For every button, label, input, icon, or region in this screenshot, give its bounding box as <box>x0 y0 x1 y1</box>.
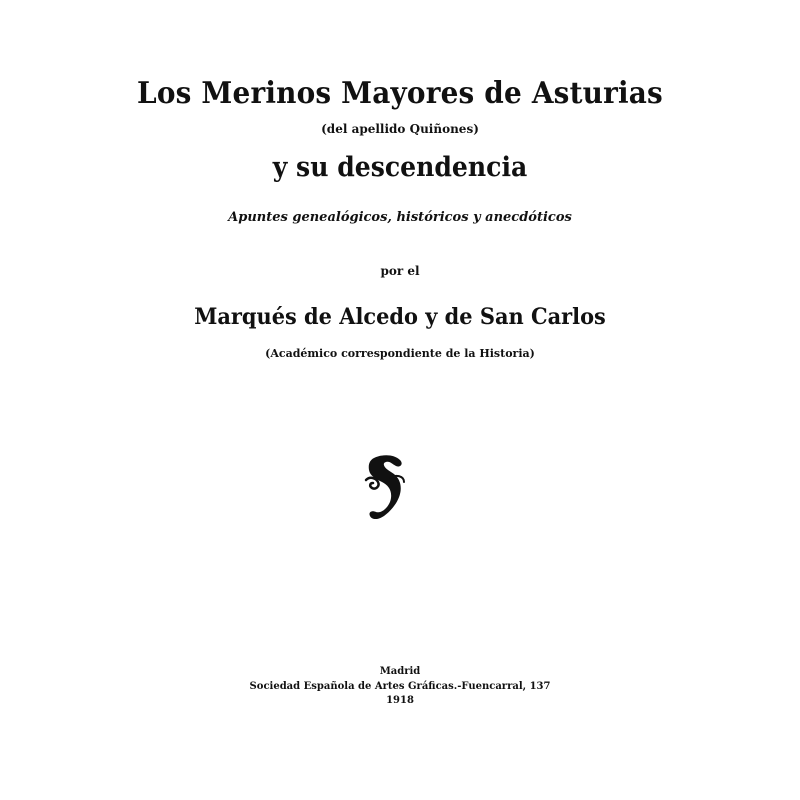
title-note: (del apellido Quiñones) <box>321 122 479 136</box>
publisher-monogram-icon <box>360 452 410 524</box>
author-credential: (Académico correspondiente de la Historia) <box>265 347 535 360</box>
imprint-year: 1918 <box>386 695 414 706</box>
imprint-publisher: Sociedad Española de Artes Gráficas.-Fuencarral, 137 <box>249 681 551 692</box>
book-title: Los Merinos Mayores de Asturias <box>137 76 663 111</box>
book-title-continued: y su descendencia <box>272 152 528 183</box>
author-name: Marqués de Alcedo y de San Carlos <box>194 304 606 330</box>
book-subtitle: Apuntes genealógicos, históricos y anecdóticos <box>228 210 572 225</box>
by-line: por el <box>380 264 420 278</box>
imprint-city: Madrid <box>379 666 421 677</box>
